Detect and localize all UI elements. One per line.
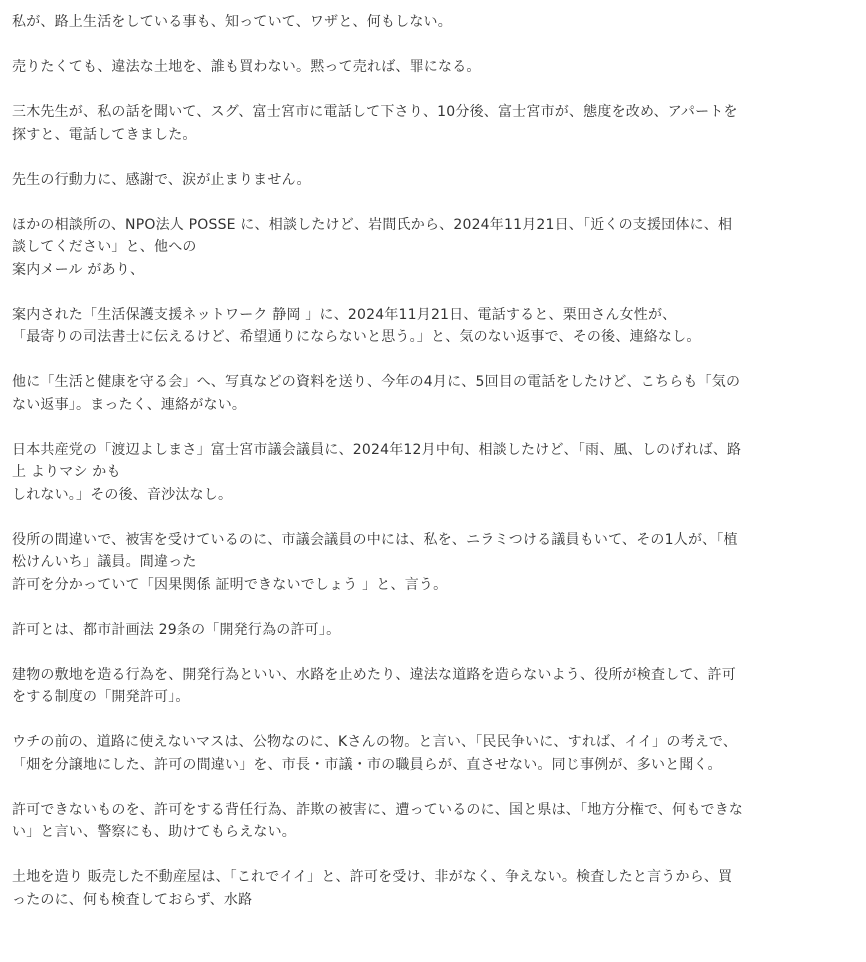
text-line: ほかの相談所の、NPO法人 POSSE に、相談したけど、岩間氏から、2024年11月21日、「近くの支援団体に、相	[12, 216, 733, 233]
paragraph	[12, 214, 850, 282]
text-line: 案内された「生活保護支援ネットワーク 静岡 」に、2024年11月21日、電話すると、栗田さん女性が、	[12, 306, 677, 323]
text-line: 役所の間違いで、被害を受けているのに、市議会議員の中には、私を、ニラミつける議員もいて、その1人が、「植	[12, 531, 738, 548]
text-line: い」と言い、警察にも、助けてもらえない。	[12, 824, 296, 840]
text-line: 「畑を分譲地にした、許可の間違い」を、市長・市議・市の職員らが、直させない。同じ事例が、多いと聞く。	[12, 756, 722, 773]
text-line: 先生の行動力に、感謝で、涙が止まりません。	[12, 171, 311, 188]
text-line: 売りたくても、違法な土地を、誰も買わない。黙って売れば、罪になる。	[12, 59, 481, 75]
paragraph	[12, 529, 850, 597]
text-line: ったのに、何も検査しておらず、水路	[12, 891, 253, 908]
paragraph	[12, 799, 850, 844]
paragraph	[12, 56, 850, 79]
text-line: 他に「生活と健康を守る会」へ、写真などの資料を送り、今年の4月に、5回目の電話をしたけど、こちらも「気の	[12, 374, 741, 390]
paragraph	[12, 664, 850, 709]
text-line: 日本共産党の「渡辺よしまさ」富士宮市議会議員に、2024年12月中旬、相談したけど、「雨、風、しのげれば、路	[12, 441, 742, 458]
text-line: 建物の敷地を造る行為を、開発行為といい、水路を止めたり、違法な道路を造らないよう、役所が検査して、許可	[12, 666, 736, 683]
paragraph	[12, 304, 850, 349]
text-line: 松けんいち」議員。間違った	[12, 554, 197, 570]
text-line: しれない。」その後、音沙汰なし。	[12, 486, 233, 503]
text-line: をする制度の「開発許可」。	[12, 689, 190, 705]
text-line: 談してください」と、他への	[12, 239, 197, 255]
text-line: 土地を造り 販売した不動産屋は、「これでイイ」と、許可を受け、非がなく、争えない。検査したと言うから、買	[12, 869, 733, 885]
text-line: 私が、路上生活をしている事も、知っていて、ワザと、何もしない。	[12, 14, 452, 30]
paragraph	[12, 169, 850, 192]
paragraph	[12, 101, 850, 146]
text-line: 案内メール があり、	[12, 261, 145, 278]
text-line: 許可を分かっていて「因果関係 証明できないでしょう 」と、言う。	[12, 576, 448, 593]
paragraph	[12, 439, 850, 507]
text-line: ない返事」。まったく、連絡がない。	[12, 396, 247, 413]
text-line: 「最寄りの司法書士に伝えるけど、希望通りにならないと思う。」と、気のない返事で、その後、連絡なし。	[12, 329, 701, 345]
paragraph	[12, 11, 850, 34]
text-line: 許可できないものを、許可をする背任行為、詐欺の被害に、遭っているのに、国と県は、「地方分権で、何もできな	[12, 801, 744, 818]
text-line: 三木先生が、私の話を聞いて、スグ、富士宮市に電話して下さり、10分後、富士宮市が、態度を改め、アパートを	[12, 104, 738, 120]
text-line: 許可とは、都市計画法 29条の「開発行為の許可」。	[12, 621, 341, 638]
text-line: 上 よりマシ かも	[12, 464, 121, 480]
paragraph	[12, 619, 850, 642]
paragraph	[12, 371, 850, 416]
text-line: ウチの前の、道路に使えないマスは、公物なのに、Kさんの物。と言い、「民民争いに、すれば、イイ」の考えで、	[12, 734, 738, 750]
paragraph	[12, 731, 850, 776]
text-line: 探すと、電話してきました。	[12, 126, 197, 143]
paragraph	[12, 866, 850, 911]
